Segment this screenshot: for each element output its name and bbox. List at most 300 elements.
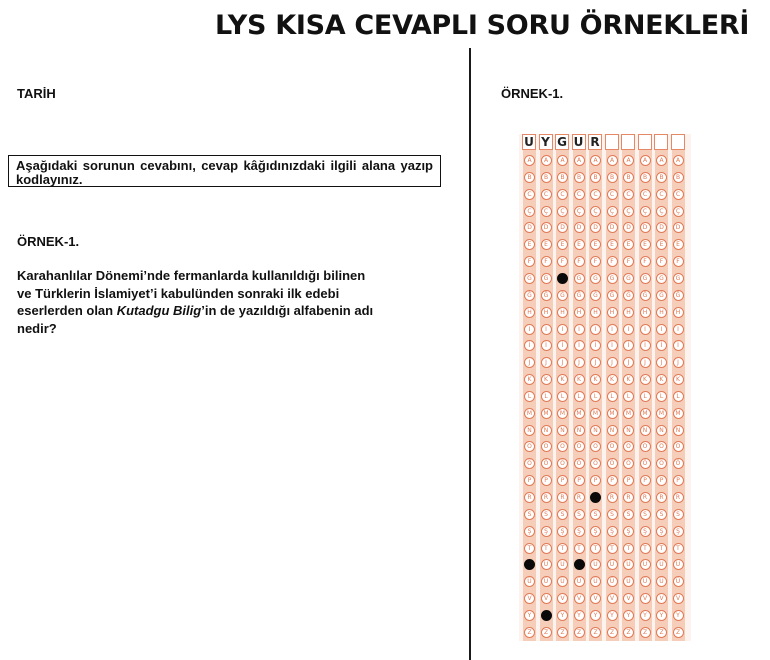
answer-bubble[interactable]: Ç (640, 206, 651, 217)
answer-bubble[interactable]: C (557, 189, 568, 200)
answer-bubble[interactable]: H (590, 307, 601, 318)
answer-bubble[interactable]: S (656, 509, 667, 520)
answer-bubble-filled[interactable]: U (574, 559, 585, 570)
answer-bubble[interactable]: N (640, 425, 651, 436)
answer-bubble[interactable]: V (524, 593, 535, 604)
answer-bubble[interactable]: L (590, 391, 601, 402)
answer-bubble[interactable]: S (524, 509, 535, 520)
answer-bubble[interactable]: R (640, 492, 651, 503)
answer-bubble[interactable]: O (656, 441, 667, 452)
answer-bubble[interactable]: P (574, 475, 585, 486)
answer-bubble[interactable]: Ü (607, 576, 618, 587)
answer-bubble[interactable]: Y (640, 610, 651, 621)
answer-bubble[interactable]: O (590, 441, 601, 452)
answer-bubble[interactable]: Z (590, 627, 601, 638)
answer-bubble[interactable]: E (640, 239, 651, 250)
answer-bubble[interactable]: Z (640, 627, 651, 638)
answer-bubble[interactable]: H (557, 307, 568, 318)
answer-bubble[interactable]: K (656, 374, 667, 385)
answer-bubble[interactable]: J (557, 357, 568, 368)
answer-bubble[interactable]: T (541, 543, 552, 554)
answer-bubble[interactable]: M (590, 408, 601, 419)
answer-bubble[interactable]: L (623, 391, 634, 402)
answer-bubble[interactable]: V (574, 593, 585, 604)
answer-bubble[interactable]: F (640, 256, 651, 267)
answer-bubble[interactable]: J (656, 357, 667, 368)
answer-bubble[interactable]: C (590, 189, 601, 200)
answer-bubble[interactable]: A (656, 155, 667, 166)
answer-bubble[interactable]: Z (607, 627, 618, 638)
answer-bubble[interactable]: E (656, 239, 667, 250)
answer-bubble[interactable]: Ö (574, 458, 585, 469)
answer-bubble[interactable]: M (557, 408, 568, 419)
answer-bubble[interactable]: Z (574, 627, 585, 638)
answer-bubble[interactable]: Ş (524, 526, 535, 537)
answer-bubble[interactable]: F (607, 256, 618, 267)
answer-bubble[interactable]: J (524, 357, 535, 368)
answer-bubble[interactable]: J (623, 357, 634, 368)
answer-bubble[interactable]: Y (557, 610, 568, 621)
answer-letter-box[interactable]: U (572, 134, 586, 150)
answer-bubble[interactable]: D (541, 222, 552, 233)
answer-bubble[interactable]: Ü (541, 576, 552, 587)
answer-letter-box[interactable] (621, 134, 635, 150)
answer-bubble[interactable]: G (607, 273, 618, 284)
answer-bubble[interactable]: R (607, 492, 618, 503)
answer-bubble[interactable]: H (656, 307, 667, 318)
answer-bubble[interactable]: Y (623, 610, 634, 621)
answer-bubble[interactable]: M (524, 408, 535, 419)
answer-bubble[interactable]: Z (656, 627, 667, 638)
answer-bubble[interactable]: İ (557, 340, 568, 351)
answer-bubble[interactable]: Y (607, 610, 618, 621)
answer-bubble[interactable]: C (656, 189, 667, 200)
answer-bubble[interactable]: F (623, 256, 634, 267)
answer-bubble[interactable]: I (574, 324, 585, 335)
answer-bubble-filled[interactable]: R (590, 492, 601, 503)
answer-bubble[interactable]: Ö (656, 458, 667, 469)
answer-bubble[interactable]: Ü (640, 576, 651, 587)
answer-bubble[interactable]: A (557, 155, 568, 166)
answer-bubble[interactable]: B (541, 172, 552, 183)
answer-bubble[interactable]: H (524, 307, 535, 318)
answer-bubble[interactable]: U (590, 559, 601, 570)
answer-bubble[interactable]: I (607, 324, 618, 335)
answer-bubble[interactable]: D (640, 222, 651, 233)
answer-bubble[interactable]: K (541, 374, 552, 385)
answer-bubble[interactable]: E (524, 239, 535, 250)
answer-bubble[interactable]: B (673, 172, 684, 183)
answer-bubble[interactable]: H (623, 307, 634, 318)
answer-bubble[interactable]: Ü (673, 576, 684, 587)
answer-bubble[interactable]: T (607, 543, 618, 554)
answer-bubble[interactable]: I (673, 324, 684, 335)
answer-bubble[interactable]: Ü (590, 576, 601, 587)
answer-bubble[interactable]: U (656, 559, 667, 570)
answer-bubble[interactable]: Ü (557, 576, 568, 587)
answer-bubble[interactable]: L (557, 391, 568, 402)
answer-bubble[interactable]: M (607, 408, 618, 419)
answer-bubble[interactable]: Ş (673, 526, 684, 537)
answer-bubble[interactable]: R (623, 492, 634, 503)
answer-bubble[interactable]: Ü (524, 576, 535, 587)
answer-bubble[interactable]: Ç (524, 206, 535, 217)
answer-bubble[interactable]: L (541, 391, 552, 402)
answer-bubble[interactable]: T (574, 543, 585, 554)
answer-bubble[interactable]: V (590, 593, 601, 604)
answer-bubble[interactable]: C (524, 189, 535, 200)
answer-bubble[interactable]: N (623, 425, 634, 436)
answer-bubble[interactable]: H (640, 307, 651, 318)
answer-bubble[interactable]: V (623, 593, 634, 604)
answer-bubble[interactable]: E (607, 239, 618, 250)
answer-bubble[interactable]: D (574, 222, 585, 233)
answer-bubble[interactable]: Z (524, 627, 535, 638)
answer-bubble[interactable]: S (574, 509, 585, 520)
answer-bubble[interactable]: H (574, 307, 585, 318)
answer-bubble[interactable]: İ (623, 340, 634, 351)
answer-bubble[interactable]: P (524, 475, 535, 486)
answer-bubble[interactable]: E (623, 239, 634, 250)
answer-bubble[interactable]: D (673, 222, 684, 233)
answer-bubble[interactable]: V (557, 593, 568, 604)
answer-bubble[interactable]: U (673, 559, 684, 570)
answer-letter-box[interactable]: G (555, 134, 569, 150)
answer-bubble[interactable]: L (656, 391, 667, 402)
answer-bubble[interactable]: T (557, 543, 568, 554)
answer-bubble[interactable]: İ (607, 340, 618, 351)
answer-bubble[interactable]: T (673, 543, 684, 554)
answer-bubble[interactable]: T (640, 543, 651, 554)
answer-bubble[interactable]: R (656, 492, 667, 503)
answer-bubble[interactable]: F (590, 256, 601, 267)
answer-bubble[interactable]: Y (590, 610, 601, 621)
answer-bubble[interactable]: D (656, 222, 667, 233)
answer-bubble[interactable]: V (673, 593, 684, 604)
answer-bubble[interactable]: Ç (656, 206, 667, 217)
answer-bubble[interactable]: Ğ (590, 290, 601, 301)
answer-letter-box[interactable] (638, 134, 652, 150)
answer-bubble[interactable]: Z (623, 627, 634, 638)
answer-bubble[interactable]: Ğ (656, 290, 667, 301)
answer-bubble[interactable]: S (590, 509, 601, 520)
answer-bubble[interactable]: Ğ (557, 290, 568, 301)
answer-bubble[interactable]: Ş (541, 526, 552, 537)
answer-bubble[interactable]: B (524, 172, 535, 183)
answer-bubble[interactable]: Ş (590, 526, 601, 537)
answer-bubble[interactable]: Ş (557, 526, 568, 537)
answer-bubble[interactable]: C (640, 189, 651, 200)
answer-bubble[interactable]: G (541, 273, 552, 284)
answer-bubble[interactable]: A (590, 155, 601, 166)
answer-bubble[interactable]: Ç (557, 206, 568, 217)
answer-bubble[interactable]: Ç (607, 206, 618, 217)
answer-bubble[interactable]: B (623, 172, 634, 183)
answer-bubble[interactable]: O (541, 441, 552, 452)
answer-bubble[interactable]: F (541, 256, 552, 267)
answer-bubble[interactable]: Ş (623, 526, 634, 537)
answer-bubble[interactable]: İ (524, 340, 535, 351)
answer-bubble[interactable]: N (557, 425, 568, 436)
answer-bubble[interactable]: G (524, 273, 535, 284)
answer-bubble[interactable]: G (574, 273, 585, 284)
answer-bubble[interactable]: Ğ (607, 290, 618, 301)
answer-letter-box[interactable]: R (588, 134, 602, 150)
answer-bubble[interactable]: Ü (574, 576, 585, 587)
answer-bubble[interactable]: Ğ (541, 290, 552, 301)
answer-bubble[interactable]: T (656, 543, 667, 554)
answer-bubble[interactable]: F (574, 256, 585, 267)
answer-bubble[interactable]: İ (574, 340, 585, 351)
answer-letter-box[interactable]: U (522, 134, 536, 150)
answer-bubble[interactable]: E (574, 239, 585, 250)
answer-bubble[interactable]: I (590, 324, 601, 335)
answer-letter-box[interactable]: Y (539, 134, 553, 150)
answer-bubble[interactable]: S (557, 509, 568, 520)
answer-bubble[interactable]: I (640, 324, 651, 335)
answer-bubble[interactable]: Ç (574, 206, 585, 217)
answer-bubble[interactable]: O (640, 441, 651, 452)
answer-bubble[interactable]: Ö (623, 458, 634, 469)
answer-bubble[interactable]: I (656, 324, 667, 335)
answer-bubble[interactable]: A (623, 155, 634, 166)
answer-bubble[interactable]: V (541, 593, 552, 604)
answer-bubble[interactable]: T (623, 543, 634, 554)
answer-bubble[interactable]: N (574, 425, 585, 436)
answer-bubble[interactable]: G (640, 273, 651, 284)
answer-bubble[interactable]: Ü (656, 576, 667, 587)
answer-bubble[interactable]: M (640, 408, 651, 419)
answer-bubble[interactable]: E (590, 239, 601, 250)
answer-bubble[interactable]: J (590, 357, 601, 368)
answer-bubble[interactable]: L (574, 391, 585, 402)
answer-bubble[interactable]: Ğ (640, 290, 651, 301)
answer-bubble[interactable]: I (524, 324, 535, 335)
answer-bubble[interactable]: L (673, 391, 684, 402)
answer-bubble[interactable]: G (673, 273, 684, 284)
answer-bubble[interactable]: Z (541, 627, 552, 638)
answer-bubble[interactable]: S (640, 509, 651, 520)
answer-bubble-filled[interactable]: G (557, 273, 568, 284)
answer-bubble[interactable]: A (640, 155, 651, 166)
answer-bubble[interactable]: F (673, 256, 684, 267)
answer-bubble[interactable]: Ü (623, 576, 634, 587)
answer-bubble[interactable]: Ç (673, 206, 684, 217)
answer-bubble[interactable]: F (557, 256, 568, 267)
answer-bubble[interactable]: K (673, 374, 684, 385)
answer-bubble[interactable]: İ (541, 340, 552, 351)
answer-bubble[interactable]: N (673, 425, 684, 436)
answer-bubble[interactable]: Z (673, 627, 684, 638)
answer-bubble[interactable]: Ş (656, 526, 667, 537)
answer-bubble[interactable]: B (607, 172, 618, 183)
answer-bubble[interactable]: P (640, 475, 651, 486)
answer-bubble[interactable]: N (607, 425, 618, 436)
answer-bubble[interactable]: F (524, 256, 535, 267)
answer-bubble[interactable]: C (623, 189, 634, 200)
answer-bubble[interactable]: L (607, 391, 618, 402)
answer-bubble[interactable]: M (541, 408, 552, 419)
answer-bubble[interactable]: N (524, 425, 535, 436)
answer-bubble[interactable]: K (607, 374, 618, 385)
answer-bubble[interactable]: M (623, 408, 634, 419)
answer-bubble[interactable]: İ (640, 340, 651, 351)
answer-bubble[interactable]: O (574, 441, 585, 452)
answer-bubble[interactable]: S (541, 509, 552, 520)
answer-bubble[interactable]: J (673, 357, 684, 368)
answer-bubble[interactable]: Ş (640, 526, 651, 537)
answer-bubble[interactable]: A (673, 155, 684, 166)
answer-bubble[interactable]: D (524, 222, 535, 233)
answer-bubble[interactable]: P (673, 475, 684, 486)
answer-bubble[interactable]: O (673, 441, 684, 452)
answer-bubble[interactable]: V (640, 593, 651, 604)
answer-bubble[interactable]: Ç (623, 206, 634, 217)
answer-bubble[interactable]: K (640, 374, 651, 385)
answer-bubble[interactable]: İ (656, 340, 667, 351)
answer-bubble[interactable]: N (541, 425, 552, 436)
answer-bubble[interactable]: Ç (541, 206, 552, 217)
answer-bubble[interactable]: O (607, 441, 618, 452)
answer-bubble[interactable]: S (623, 509, 634, 520)
answer-bubble[interactable]: K (590, 374, 601, 385)
answer-bubble[interactable]: U (607, 559, 618, 570)
answer-bubble[interactable]: B (574, 172, 585, 183)
answer-bubble[interactable]: Ö (590, 458, 601, 469)
answer-bubble-filled[interactable]: Y (541, 610, 552, 621)
answer-bubble[interactable]: Ö (524, 458, 535, 469)
answer-bubble[interactable]: A (524, 155, 535, 166)
answer-bubble[interactable]: Y (656, 610, 667, 621)
answer-bubble[interactable]: I (541, 324, 552, 335)
answer-bubble[interactable]: F (656, 256, 667, 267)
answer-bubble[interactable]: P (607, 475, 618, 486)
answer-bubble[interactable]: C (541, 189, 552, 200)
answer-bubble[interactable]: M (574, 408, 585, 419)
answer-bubble[interactable]: Y (524, 610, 535, 621)
answer-bubble[interactable]: E (541, 239, 552, 250)
answer-bubble[interactable]: O (623, 441, 634, 452)
answer-bubble[interactable]: Y (673, 610, 684, 621)
answer-letter-box[interactable] (654, 134, 668, 150)
answer-bubble[interactable]: V (607, 593, 618, 604)
answer-bubble[interactable]: O (557, 441, 568, 452)
answer-bubble[interactable]: Ğ (574, 290, 585, 301)
answer-bubble[interactable]: İ (590, 340, 601, 351)
answer-bubble[interactable]: O (524, 441, 535, 452)
answer-bubble[interactable]: N (590, 425, 601, 436)
answer-bubble[interactable]: K (524, 374, 535, 385)
answer-bubble[interactable]: P (590, 475, 601, 486)
answer-bubble[interactable]: Ğ (524, 290, 535, 301)
answer-bubble[interactable]: R (557, 492, 568, 503)
answer-bubble[interactable]: M (656, 408, 667, 419)
answer-bubble[interactable]: R (541, 492, 552, 503)
answer-bubble[interactable]: I (623, 324, 634, 335)
answer-bubble[interactable]: E (557, 239, 568, 250)
answer-bubble[interactable]: D (623, 222, 634, 233)
answer-bubble[interactable]: P (623, 475, 634, 486)
answer-bubble[interactable]: P (656, 475, 667, 486)
answer-bubble[interactable]: J (541, 357, 552, 368)
answer-bubble[interactable]: C (607, 189, 618, 200)
answer-bubble[interactable]: G (590, 273, 601, 284)
answer-bubble[interactable]: Ç (590, 206, 601, 217)
answer-bubble[interactable]: İ (673, 340, 684, 351)
answer-bubble[interactable]: Ö (673, 458, 684, 469)
answer-bubble[interactable]: B (656, 172, 667, 183)
answer-bubble[interactable]: Ş (574, 526, 585, 537)
answer-bubble[interactable]: U (640, 559, 651, 570)
answer-bubble[interactable]: R (673, 492, 684, 503)
answer-bubble[interactable]: K (574, 374, 585, 385)
answer-bubble[interactable]: H (541, 307, 552, 318)
answer-bubble[interactable]: L (524, 391, 535, 402)
answer-bubble[interactable]: Ş (607, 526, 618, 537)
answer-bubble[interactable]: H (607, 307, 618, 318)
answer-bubble[interactable]: Ğ (623, 290, 634, 301)
answer-bubble[interactable]: T (590, 543, 601, 554)
answer-bubble[interactable]: R (524, 492, 535, 503)
answer-bubble[interactable]: U (557, 559, 568, 570)
answer-bubble[interactable]: Z (557, 627, 568, 638)
answer-bubble[interactable]: V (656, 593, 667, 604)
answer-bubble[interactable]: B (640, 172, 651, 183)
answer-letter-box[interactable] (605, 134, 619, 150)
answer-bubble[interactable]: D (590, 222, 601, 233)
answer-letter-box[interactable] (671, 134, 685, 150)
answer-bubble[interactable]: S (607, 509, 618, 520)
answer-bubble[interactable]: D (557, 222, 568, 233)
answer-bubble[interactable]: Ö (557, 458, 568, 469)
answer-bubble[interactable]: J (640, 357, 651, 368)
answer-bubble[interactable]: J (607, 357, 618, 368)
answer-bubble[interactable]: Ö (541, 458, 552, 469)
answer-bubble[interactable]: A (541, 155, 552, 166)
answer-bubble[interactable]: R (574, 492, 585, 503)
answer-bubble[interactable]: H (673, 307, 684, 318)
answer-bubble[interactable]: G (656, 273, 667, 284)
answer-bubble[interactable]: B (590, 172, 601, 183)
answer-bubble[interactable]: I (557, 324, 568, 335)
answer-bubble[interactable]: Ö (607, 458, 618, 469)
answer-bubble[interactable]: E (673, 239, 684, 250)
answer-bubble[interactable]: C (574, 189, 585, 200)
answer-bubble[interactable]: L (640, 391, 651, 402)
answer-bubble[interactable]: U (541, 559, 552, 570)
answer-bubble[interactable]: S (673, 509, 684, 520)
answer-bubble-filled[interactable]: U (524, 559, 535, 570)
answer-bubble[interactable]: P (557, 475, 568, 486)
answer-bubble[interactable]: B (557, 172, 568, 183)
answer-bubble[interactable]: U (623, 559, 634, 570)
answer-bubble[interactable]: N (656, 425, 667, 436)
answer-bubble[interactable]: D (607, 222, 618, 233)
answer-bubble[interactable]: Y (574, 610, 585, 621)
answer-bubble[interactable]: K (623, 374, 634, 385)
answer-bubble[interactable]: Ğ (673, 290, 684, 301)
answer-bubble[interactable]: J (574, 357, 585, 368)
answer-bubble[interactable]: A (607, 155, 618, 166)
answer-bubble[interactable]: P (541, 475, 552, 486)
answer-bubble[interactable]: T (524, 543, 535, 554)
answer-bubble[interactable]: Ö (640, 458, 651, 469)
answer-bubble[interactable]: C (673, 189, 684, 200)
answer-bubble[interactable]: G (623, 273, 634, 284)
answer-bubble[interactable]: A (574, 155, 585, 166)
answer-bubble[interactable]: M (673, 408, 684, 419)
answer-bubble[interactable]: K (557, 374, 568, 385)
